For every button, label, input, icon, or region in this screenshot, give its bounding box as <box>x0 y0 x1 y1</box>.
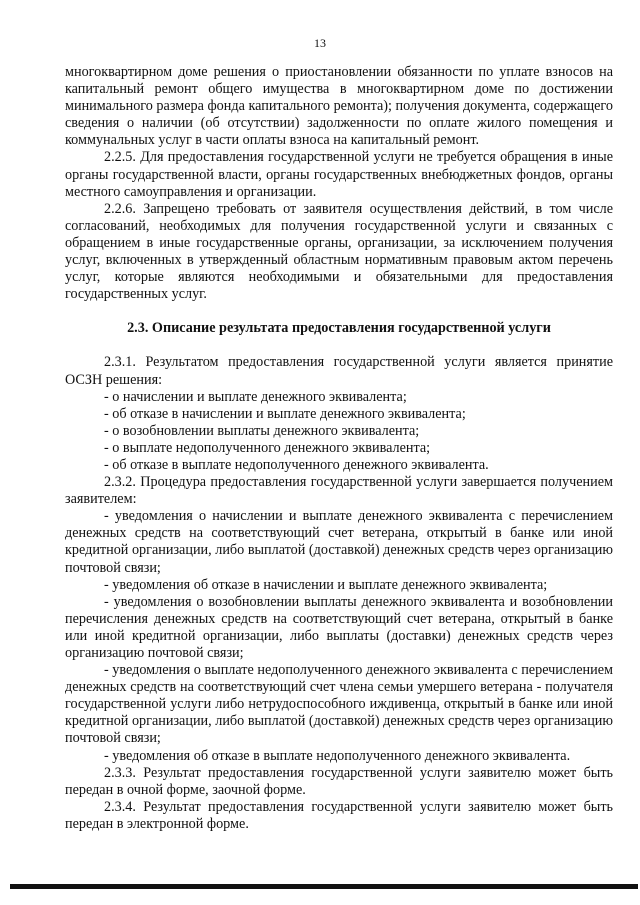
list-item: - уведомления о возобновлении выплаты денежного эквивалента и возобновлении перечисления денежных средств на соответствующий счет ветерана, открытый в банке или иной кредитной организации, либо выплаты (доставки) денежных средств через организацию почтовой связи; <box>65 593 613 661</box>
document-body <box>65 64 613 833</box>
bottom-scan-border <box>10 884 638 889</box>
list-item: - о начислении и выплате денежного эквивалента; <box>104 388 407 405</box>
list-item: - уведомления о начислении и выплате денежного эквивалента с перечислением денежных средств на соответствующий счет ветерана, открытый в банке или иной кредитной организации, либо выплатой (доставкой) денежных средств через организацию почтовой связи; <box>65 508 613 576</box>
section-heading-2-3: 2.3. Описание результата предоставления государственной услуги <box>127 320 551 337</box>
list-item: - об отказе в начислении и выплате денежного эквивалента; <box>104 405 466 422</box>
page-number: 13 <box>314 36 326 50</box>
paragraph-2-3-3: 2.3.3. Результат предоставления государственной услуги заявителю может быть передан в очной форме, заочной форме. <box>65 764 613 798</box>
paragraph-2-3-2: 2.3.2. Процедура предоставления государственной услуги завершается получением заявителем: <box>65 474 613 508</box>
paragraph-2-3-1: 2.3.1. Результатом предоставления государственной услуги является принятие ОСЗН решения: <box>65 354 613 388</box>
paragraph-2-2-5: 2.2.5. Для предоставления государственной услуги не требуется обращения в иные органы государственной власти, органы государственных внебюджетных фондов, органы местного самоуправления и организации. <box>65 149 613 200</box>
list-item: - о возобновлении выплаты денежного эквивалента; <box>104 422 420 439</box>
paragraph-2-2-6: 2.2.6. Запрещено требовать от заявителя осуществления действий, в том числе согласований, необходимых для получения государственной услуги и связанных с обращением в иные государственные органы, организации, за исключением получения услуг, включенных в утвержденный областным нормативным правовым актом перечень услуг, которые являются необходимыми и обязательными для предоставления государственных услуг. <box>65 200 613 303</box>
list-item: - уведомления об отказе в начислении и выплате денежного эквивалента; <box>104 576 548 593</box>
paragraph-continuation: многоквартирном доме решения о приостановлении обязанности по уплате взносов на капитальный ремонт общего имущества в многоквартирном доме по достижении минимального размера фонда капитального ремонта); получения документа, содержащего сведения о наличии (об отсутствии) задолженности по оплате жилого помещения и коммунальных услуг в части оплаты взноса на капитальный ремонт. <box>65 64 613 149</box>
list-item: - об отказе в выплате недополученного денежного эквивалента. <box>104 456 489 473</box>
list-item: - уведомления о выплате недополученного денежного эквивалента с перечислением денежных средств на соответствующий счет члена семьи умершего ветерана - получателя государственной услуги либо нетрудоспособного иждивенца, открытый в банке или иной кредитной организации, либо выплатой (доставкой) денежных средств через организацию почтовой связи; <box>65 662 613 747</box>
paragraph-2-3-4: 2.3.4. Результат предоставления государственной услуги заявителю может быть передан в электронной форме. <box>65 798 613 832</box>
list-item: - о выплате недополученного денежного эквивалента; <box>104 439 431 456</box>
list-item: - уведомления об отказе в выплате недополученного денежного эквивалента. <box>104 747 571 764</box>
